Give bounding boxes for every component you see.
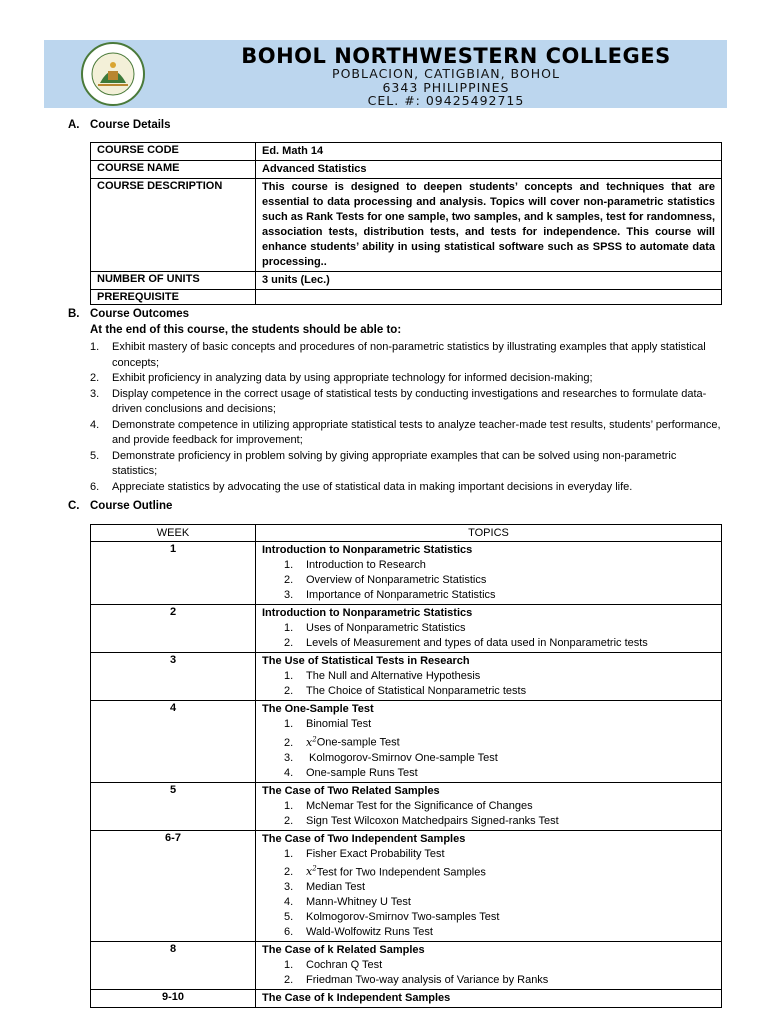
address-line-1: POBLACION, CATIGBIAN, BOHOL xyxy=(332,66,560,81)
subtopic-number: 2. xyxy=(284,814,294,827)
outcome-text: Demonstrate proficiency in problem solving by giving appropriate examples that can be solved using non-parametric statistics; xyxy=(112,449,677,477)
subtopic-item xyxy=(262,814,715,829)
outcome-number: 5. xyxy=(90,449,100,462)
subtopic-text: The Choice of Statistical Nonparametric tests xyxy=(306,685,527,697)
subtopic-text: Wald-Wolfowitz Runs Test xyxy=(306,926,433,939)
address-line-2: 6343 PHILIPPINES xyxy=(382,80,510,95)
week-cell: 6-7 xyxy=(91,830,256,942)
chi-square-symbol xyxy=(306,865,317,878)
outcome-text: Appreciate statistics by advocating the use of statistical data in making important decisions in everyday life. xyxy=(112,480,633,493)
detail-row xyxy=(91,179,722,272)
subtopic-item xyxy=(262,895,715,910)
topics-cell xyxy=(256,782,722,830)
outline-row xyxy=(91,542,722,605)
outcome-number: 6. xyxy=(90,480,100,493)
section-a-title: Course Details xyxy=(90,119,171,131)
detail-label: COURSE DESCRIPTION xyxy=(91,179,256,272)
subtopic-text: Uses of Nonparametric Statistics xyxy=(306,622,466,634)
subtopic-text: Levels of Measurement and types of data used in Nonparametric tests xyxy=(306,637,648,649)
outcome-item xyxy=(90,418,722,449)
subtopic-text: Cochran Q Test xyxy=(306,959,383,972)
subtopic-text: One-sample Test xyxy=(316,736,400,749)
subtopic-item xyxy=(262,799,715,814)
letterhead xyxy=(44,40,727,108)
subtopic-number: 1. xyxy=(284,847,294,860)
school-name: BOHOL NORTHWESTERN COLLEGES xyxy=(241,44,671,68)
detail-value xyxy=(256,290,722,305)
subtopic-text: Kolmogorov-Smirnov Two-samples Test xyxy=(306,911,500,924)
topics-cell xyxy=(256,542,722,605)
subtopic-number: 2. xyxy=(284,685,294,697)
topics-cell xyxy=(256,942,722,990)
subtopic-text: Mann-Whitney U Test xyxy=(306,896,411,909)
chi-square-symbol xyxy=(306,736,317,749)
outcome-item xyxy=(90,371,722,387)
subtopic-item xyxy=(262,766,715,781)
week-cell: 1 xyxy=(91,542,256,605)
subtopic-number: 3. xyxy=(284,881,294,894)
course-outline-table xyxy=(90,524,722,1008)
outcome-item xyxy=(90,340,722,371)
chi-symbol: x xyxy=(306,865,313,879)
subtopic-number: 3. xyxy=(284,751,294,764)
subtopic-item xyxy=(262,636,715,651)
subtopic-number: 1. xyxy=(284,622,294,634)
topics-cell xyxy=(256,701,722,783)
subtopic-number: 6. xyxy=(284,926,294,939)
subtopic-item xyxy=(262,684,715,699)
subtopic-number: 4. xyxy=(284,896,294,909)
subtopic-item xyxy=(262,558,715,573)
outcome-item xyxy=(90,480,722,496)
detail-row xyxy=(91,161,722,179)
subtopic-text: Binomial Test xyxy=(306,718,372,730)
subtopic-number: 1. xyxy=(284,799,294,812)
subtopic-item xyxy=(262,925,715,940)
phone-number: CEL. #: 09425492715 xyxy=(367,93,525,108)
detail-value: 3 units (Lec.) xyxy=(256,272,722,290)
chi-symbol: x xyxy=(306,735,313,749)
topic-title: The Case of Two Related Samples xyxy=(262,784,440,797)
outcome-number: 4. xyxy=(90,418,100,431)
outcome-text: Demonstrate competence in utilizing appropriate statistical tests to analyze teacher-made test results, students’ performance, and provide feedback for improvement; xyxy=(112,418,721,446)
outline-row xyxy=(91,653,722,701)
subtopic-text: Median Test xyxy=(306,881,366,894)
subtopic-number: 1. xyxy=(284,670,294,682)
section-c-title: Course Outline xyxy=(90,500,173,512)
detail-value: This course is designed to deepen students’ concepts and techniques that are essential to data processing and analysis. Topics will cover non-parametric statistics such as Rank Tests for one sample, two samples, and k samples, test for randomness, association tests, distribution tests, and tests for independence. This course will enhance students’ ability in using statistical software such as SPSS to automate data processing.. xyxy=(256,179,722,272)
subtopic-number: 2. xyxy=(284,637,294,649)
course-details-table xyxy=(90,142,722,305)
subtopic-number: 2. xyxy=(284,736,294,749)
outcome-number: 3. xyxy=(90,387,100,400)
chi-exponent: 2 xyxy=(312,864,317,873)
outline-row xyxy=(91,830,722,942)
week-cell: 4 xyxy=(91,701,256,783)
outcomes-intro: At the end of this course, the students should be able to: xyxy=(90,324,402,336)
topics-cell xyxy=(256,830,722,942)
section-c-heading xyxy=(68,500,172,512)
college-seal-icon xyxy=(62,41,164,107)
outline-row xyxy=(91,942,722,990)
outcome-text: Exhibit mastery of basic concepts and procedures of non-parametric statistics by illustrating examples that apply statistical concepts; xyxy=(112,341,706,369)
subtopic-item xyxy=(262,621,715,636)
topic-title: Introduction to Nonparametric Statistics xyxy=(262,544,473,556)
week-cell: 9-10 xyxy=(91,990,256,1008)
outline-row xyxy=(91,990,722,1008)
week-cell: 2 xyxy=(91,605,256,653)
topic-title: Introduction to Nonparametric Statistics xyxy=(262,607,473,619)
topics-cell xyxy=(256,605,722,653)
subtopic-item xyxy=(262,880,715,895)
subtopic-text: Importance of Nonparametric Statistics xyxy=(306,589,496,601)
outline-row xyxy=(91,782,722,830)
detail-value: Ed. Math 14 xyxy=(256,143,722,161)
section-b-heading xyxy=(68,308,189,320)
subtopic-text: The Null and Alternative Hypothesis xyxy=(306,670,481,682)
outcome-item xyxy=(90,449,722,480)
outcome-text: Display competence in the correct usage of statistical tests by conducting investigations and researches to formulate data-driven conclusions and decisions; xyxy=(112,387,707,415)
section-c-letter: C. xyxy=(68,500,80,512)
outline-row xyxy=(91,605,722,653)
subtopic-number: 5. xyxy=(284,911,294,924)
outcomes-list xyxy=(90,340,722,495)
topics-cell xyxy=(256,653,722,701)
subtopic-text: One-sample Runs Test xyxy=(306,766,418,779)
subtopic-item xyxy=(262,973,715,988)
topics-column-header: TOPICS xyxy=(256,525,722,542)
topic-title: The Case of k Related Samples xyxy=(262,944,425,957)
subtopic-text: Sign Test Wilcoxon Matchedpairs Signed-ranks Test xyxy=(306,814,559,827)
outcome-number: 1. xyxy=(90,341,100,353)
detail-label: COURSE CODE xyxy=(91,143,256,161)
detail-label: COURSE NAME xyxy=(91,161,256,179)
subtopic-number: 3. xyxy=(284,589,294,601)
subtopic-item xyxy=(262,751,715,766)
subtopic-number: 2. xyxy=(284,574,294,586)
subtopic-number: 2. xyxy=(284,866,294,879)
subtopic-text: Kolmogorov-Smirnov One-sample Test xyxy=(306,751,498,764)
subtopic-text: Friedman Two-way analysis of Variance by Ranks xyxy=(306,974,549,987)
detail-label: NUMBER OF UNITS xyxy=(91,272,256,290)
week-cell: 8 xyxy=(91,942,256,990)
subtopic-item xyxy=(262,910,715,925)
subtopic-text: Fisher Exact Probability Test xyxy=(306,847,445,860)
subtopic-item xyxy=(262,573,715,588)
subtopic-number: 1. xyxy=(284,559,294,571)
topics-cell xyxy=(256,990,722,1008)
subtopic-text: Overview of Nonparametric Statistics xyxy=(306,574,487,586)
outcome-item xyxy=(90,387,722,418)
topic-title: The Use of Statistical Tests in Research xyxy=(262,655,470,667)
section-a-letter: A. xyxy=(68,119,80,131)
outline-header-row xyxy=(91,525,722,542)
outcome-text: Exhibit proficiency in analyzing data by using appropriate technology for informed decision-making; xyxy=(112,372,593,384)
detail-value: Advanced Statistics xyxy=(256,161,722,179)
topic-title: The Case of k Independent Samples xyxy=(262,992,451,1005)
detail-row xyxy=(91,290,722,305)
topic-title: The Case of Two Independent Samples xyxy=(262,832,466,845)
outline-row xyxy=(91,701,722,783)
section-a-heading xyxy=(68,119,171,131)
subtopic-item xyxy=(262,588,715,603)
subtopic-item xyxy=(262,732,715,751)
section-b-letter: B. xyxy=(68,308,80,320)
subtopic-number: 2. xyxy=(284,974,294,987)
subtopic-item xyxy=(262,847,715,862)
subtopic-item xyxy=(262,717,715,732)
week-cell: 3 xyxy=(91,653,256,701)
subtopic-item xyxy=(262,862,715,881)
week-column-header: WEEK xyxy=(91,525,256,542)
subtopic-item xyxy=(262,669,715,684)
subtopic-text: Test for Two Independent Samples xyxy=(316,866,486,879)
subtopic-item xyxy=(262,958,715,973)
week-cell: 5 xyxy=(91,782,256,830)
subtopic-number: 1. xyxy=(284,959,294,972)
subtopic-number: 1. xyxy=(284,718,294,730)
topic-title: The One-Sample Test xyxy=(262,703,374,715)
chi-exponent: 2 xyxy=(312,735,317,743)
detail-label: PREREQUISITE xyxy=(91,290,256,305)
subtopic-number: 4. xyxy=(284,766,294,779)
section-b-title: Course Outcomes xyxy=(90,308,190,320)
subtopic-text: McNemar Test for the Significance of Changes xyxy=(306,799,533,812)
subtopic-text: Introduction to Research xyxy=(306,559,426,571)
detail-row xyxy=(91,272,722,290)
detail-row xyxy=(91,143,722,161)
outcome-number: 2. xyxy=(90,372,100,384)
